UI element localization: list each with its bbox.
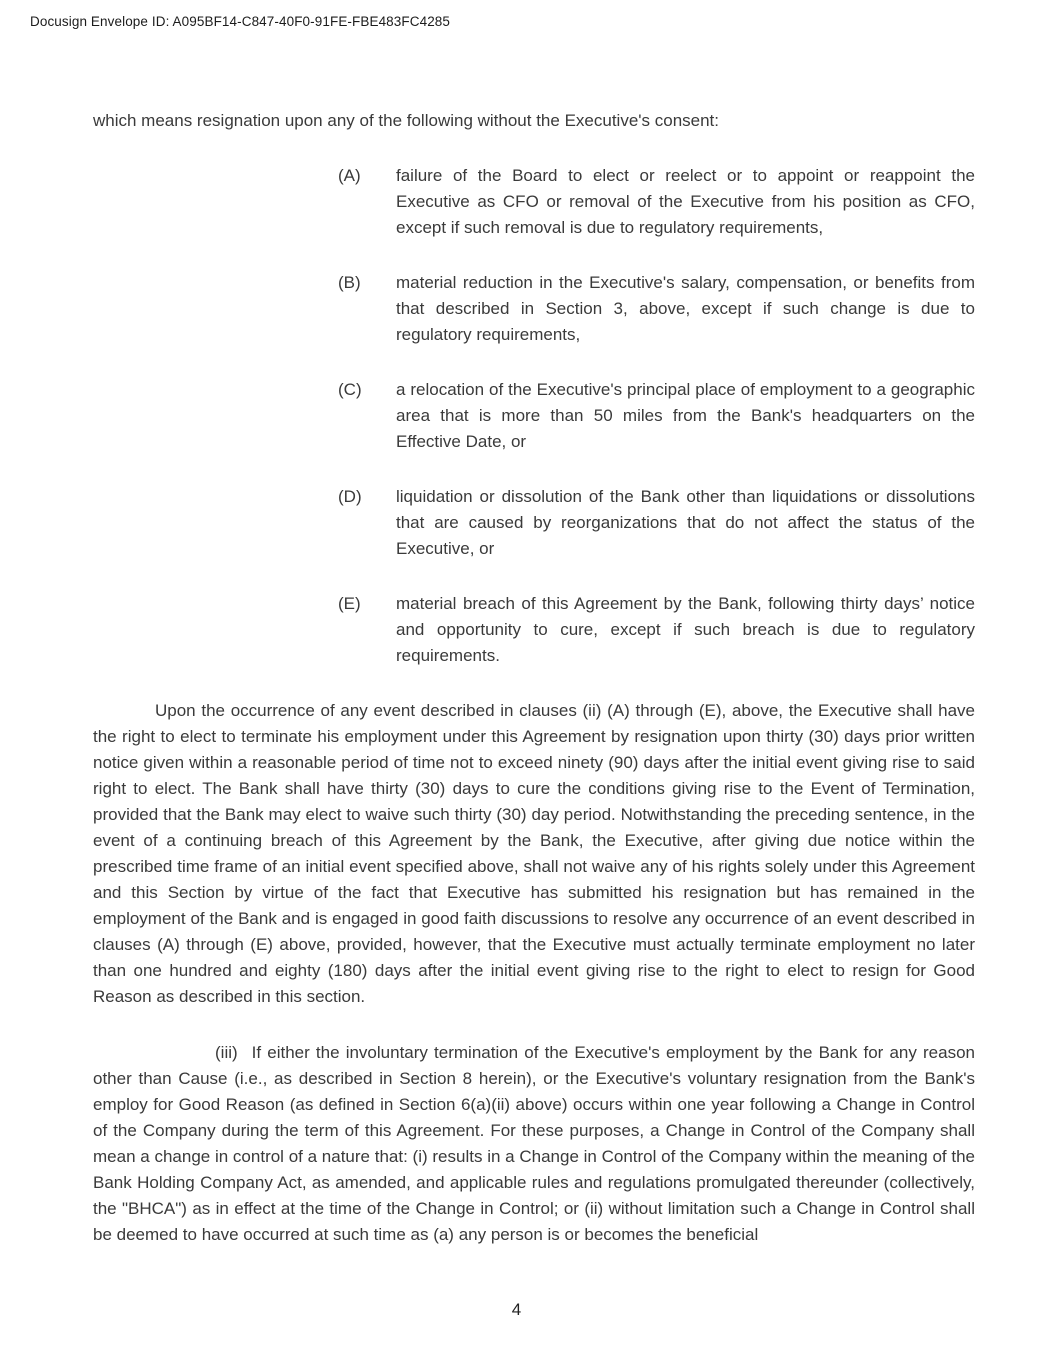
clause-b-label: (B)	[338, 273, 361, 292]
docusign-envelope-id: Docusign Envelope ID: A095BF14-C847-40F0-91FE-FBE483FC4285	[30, 14, 451, 29]
paragraph-upon-occurrence: Upon the occurrence of any event described in clauses (ii) (A) through (E), above, the Executive shall have the right to elect to terminate his employment under this Agreement by resignation upon thirty (30) days prior written notice given within a reasonable period of time not to exceed ninety (90) days after the initial event giving rise to said right to elect. The Bank shall have thirty (30) days to cure the conditions giving rise to the Event of Termination, provided that the Bank may elect to waive such thirty (30) day period. Notwithstanding the preceding sentence, in the event of a continuing breach of this Agreement by the Bank, the Executive, after giving due notice within the prescribed time frame of an initial event specified above, shall not waive any of his rights solely under this Agreement and this Section by virtue of the fact that Executive has submitted his resignation but has remained in the employment of the Bank and is engaged in good faith discussions to resolve any occurrence of an event described in clauses (A) through (E) above, provided, however, that the Executive must actually terminate employment no later than one hundred and eighty (180) days after the initial event giving rise to the right to elect to resign for Good Reason as described in this section.	[93, 701, 975, 1006]
page-number: 4	[511, 1300, 522, 1319]
clause-c-text: a relocation of the Executive's principal place of employment to a geographic area that is more than 50 miles from the Bank's headquarters on the Effective Date, or	[396, 380, 975, 451]
clause-e	[93, 591, 975, 669]
paragraph-iii	[93, 1040, 975, 1248]
clause-b	[93, 270, 975, 348]
intro-paragraph: which means resignation upon any of the following without the Executive's consent:	[93, 111, 720, 130]
clause-a-label: (A)	[338, 166, 361, 185]
clause-e-label: (E)	[338, 594, 361, 613]
clause-a	[93, 163, 975, 241]
clause-a-text: failure of the Board to elect or reelect or to appoint or reappoint the Executive as CFO or removal of the Executive from his position as CFO, except if such removal is due to regulatory requirements,	[396, 166, 975, 237]
paragraph-iii-text: If either the involuntary termination of the Executive's employment by the Bank for any reason other than Cause (i.e., as described in Section 8 herein), or the Executive's voluntary resignation from the Bank's employ for Good Reason (as defined in Section 6(a)(ii) above) occurs within one year following a Change in Control of the Company during the term of this Agreement. For these purposes, a Change in Control of the Company shall mean a change in control of a nature that: (i) results in a Change in Control of the Company within the meaning of the Bank Holding Company Act, as amended, and applicable rules and regulations promulgated thereunder (collectively, the "BHCA") as in effect at the time of the Change in Control; or (ii) without limitation such a Change in Control shall be deemed to have occurred at such time as (a) any person is or becomes the beneficial	[93, 1043, 975, 1244]
clause-d-text: liquidation or dissolution of the Bank other than liquidations or dissolutions that are caused by reorganizations that do not affect the status of the Executive, or	[396, 487, 975, 558]
clause-d	[93, 484, 975, 562]
paragraph-iii-label: (iii)	[215, 1043, 238, 1062]
document-body	[93, 108, 975, 1248]
clause-e-text: material breach of this Agreement by the Bank, following thirty days’ notice and opportunity to cure, except if such breach is due to regulatory requirements.	[396, 594, 975, 665]
clause-c-label: (C)	[338, 380, 362, 399]
clause-c	[93, 377, 975, 455]
clause-b-text: material reduction in the Executive's salary, compensation, or benefits from that described in Section 3, above, except if such change is due to regulatory requirements,	[396, 273, 975, 344]
clause-d-label: (D)	[338, 487, 362, 506]
